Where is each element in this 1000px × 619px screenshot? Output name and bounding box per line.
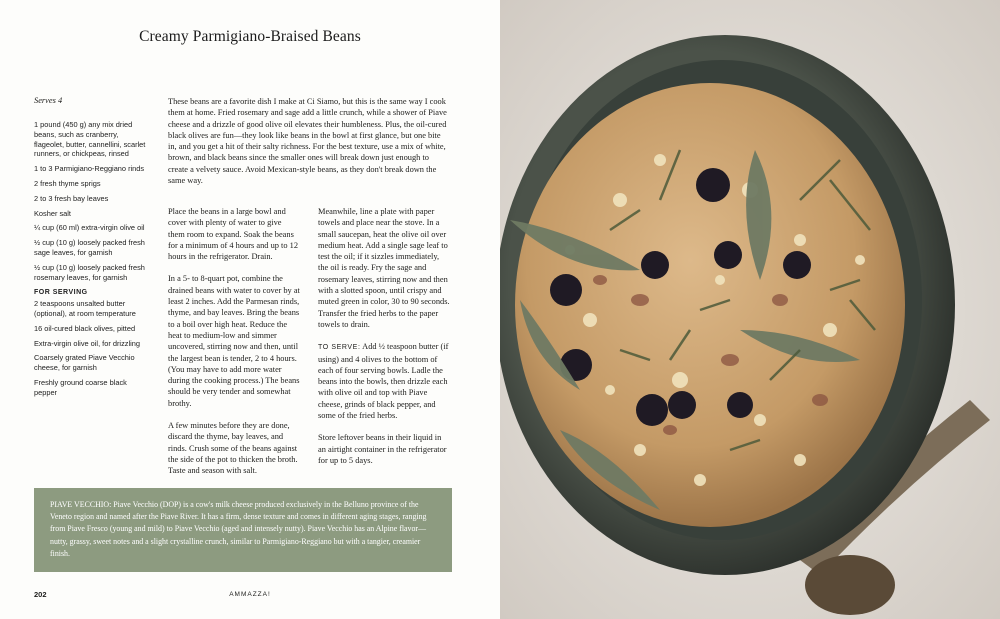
bean-bowl-photo xyxy=(500,0,1000,619)
serving-heading: FOR SERVING xyxy=(34,289,88,297)
recipe-title: Creamy Parmigiano-Braised Beans xyxy=(139,28,361,45)
ingredient: Kosher salt xyxy=(34,208,71,218)
ingredient: 2 fresh thyme sprigs xyxy=(34,178,101,188)
page-number: 202 xyxy=(34,590,47,599)
method-step-serve xyxy=(318,341,450,421)
ingredient: 2 to 3 fresh bay leaves xyxy=(34,193,109,203)
ingredient: ½ cup (10 g) loosely packed fresh sage leaves, for garnish xyxy=(34,238,145,257)
serving-ingredient: Freshly ground coarse black pepper xyxy=(34,377,127,397)
dish-photo xyxy=(500,0,1000,619)
method-step: Store leftover beans in their liquid in an airtight container in the refrigerator for up to 5 days. xyxy=(318,433,447,465)
to-serve-label: TO SERVE: xyxy=(318,344,361,352)
serving-ingredient: Extra-virgin olive oil, for drizzling xyxy=(34,338,140,348)
method-step: A few minutes before they are done, discard the thyme, bay leaves, and rinds. Crush some of the beans against the side of the pot to thicken the broth. Taste and season with salt. xyxy=(168,421,298,476)
method-step: In a 5- to 8-quart pot, combine the drained beans with water to cover by at least 2 inches. Add the Parmesan rinds, thyme, and bay leaves. Bring the beans to a boil over high heat. Reduce the heat to medium-low and simmer uncovered, stirring now and then, until the largest bean is tender, 2 to 4 hours. (You may have to add more water during the cooking process.) The beans should be very tender and somewhat brothy. xyxy=(168,274,300,408)
serving-ingredient: Coarsely grated Piave Vecchio cheese, for garnish xyxy=(34,353,135,373)
serving-ingredient: 16 oil-cured black olives, pitted xyxy=(34,323,136,333)
ingredient: ¼ cup (60 ml) extra-virgin olive oil xyxy=(34,223,145,233)
method-column-1 xyxy=(168,206,300,488)
ingredient: 1 pound (450 g) any mix dried beans, such as cranberry, flageolet, butter, cannellini, scarlet runners, or chickpeas, rinsed xyxy=(34,120,146,159)
to-serve-text: Add ½ teaspoon butter (if using) and 4 olives to the bottom of each of four serving bowls. Ladle the beans into the bowls, then drizzle each with olive oil and top with Piave cheese, grinds of black pepper, and some of the fried herbs. xyxy=(318,342,449,421)
ingredient-list xyxy=(34,120,146,403)
method-step: Place the beans in a large bowl and cover with plenty of water to give them room to expand. Soak the beans for a minimum of 4 hours and up to 12 hours in the refrigerator. Drain. xyxy=(168,207,299,262)
method-step: Meanwhile, line a plate with paper towels and place near the stove. In a small saucepan, heat the olive oil over medium heat. Add a single sage leaf to test the oil; if it sizzles immediately, the oil is ready. Fry the sage and rosemary leaves, stirring now and then with a slotted spoon, until crispy and muted green in color, 30 to 90 seconds. Transfer the fried herbs to the paper towels to drain. xyxy=(318,207,450,329)
recipe-intro: These beans are a favorite dish I make at Ci Siamo, but this is the same way I cook them at home. Fried rosemary and sage add a little crunch, while a shower of Piave cheese and a drizzle of good olive oil elevates their humbleness. Plus, the oil-cured black olives are fun—they look like beans in the bowl at first glance, but one bite in, and you get a hit of their salty richness. For the best texture, use a mix of white, brown, and black beans since the smaller ones will break down just enough to create a velvety sauce. Avoid Mexican-style beans, as they don't break down the same way. xyxy=(168,97,447,186)
ingredient: ½ cup (10 g) loosely packed fresh rosemary leaves, for garnish xyxy=(34,262,145,282)
serving-ingredient: 2 teaspoons unsalted butter (optional), at room temperature xyxy=(34,299,136,318)
ingredient: 1 to 3 Parmigiano-Reggiano rinds xyxy=(34,164,145,174)
running-footer: AMMAZZA! xyxy=(229,591,271,598)
method-column-2 xyxy=(318,206,450,477)
serves: Serves 4 xyxy=(34,96,63,105)
piave-vecchio-note: PIAVE VECCHIO: Piave Vecchio (DOP) is a cow's milk cheese produced exclusively in the Belluno province of the Veneto region and named after the Piave River. It has a firm, dense texture and comes in different aging stages, ranging from Piave Fresco (young and mild) to Piave Vecchio (aged and intensely nutty). Piave Vecchio has an Alpine flavor—nutty, grassy, sweet notes and a slight crystalline crunch, similar to Parmigiano-Reggiano but with a tangier, creamier finish. xyxy=(34,488,452,572)
